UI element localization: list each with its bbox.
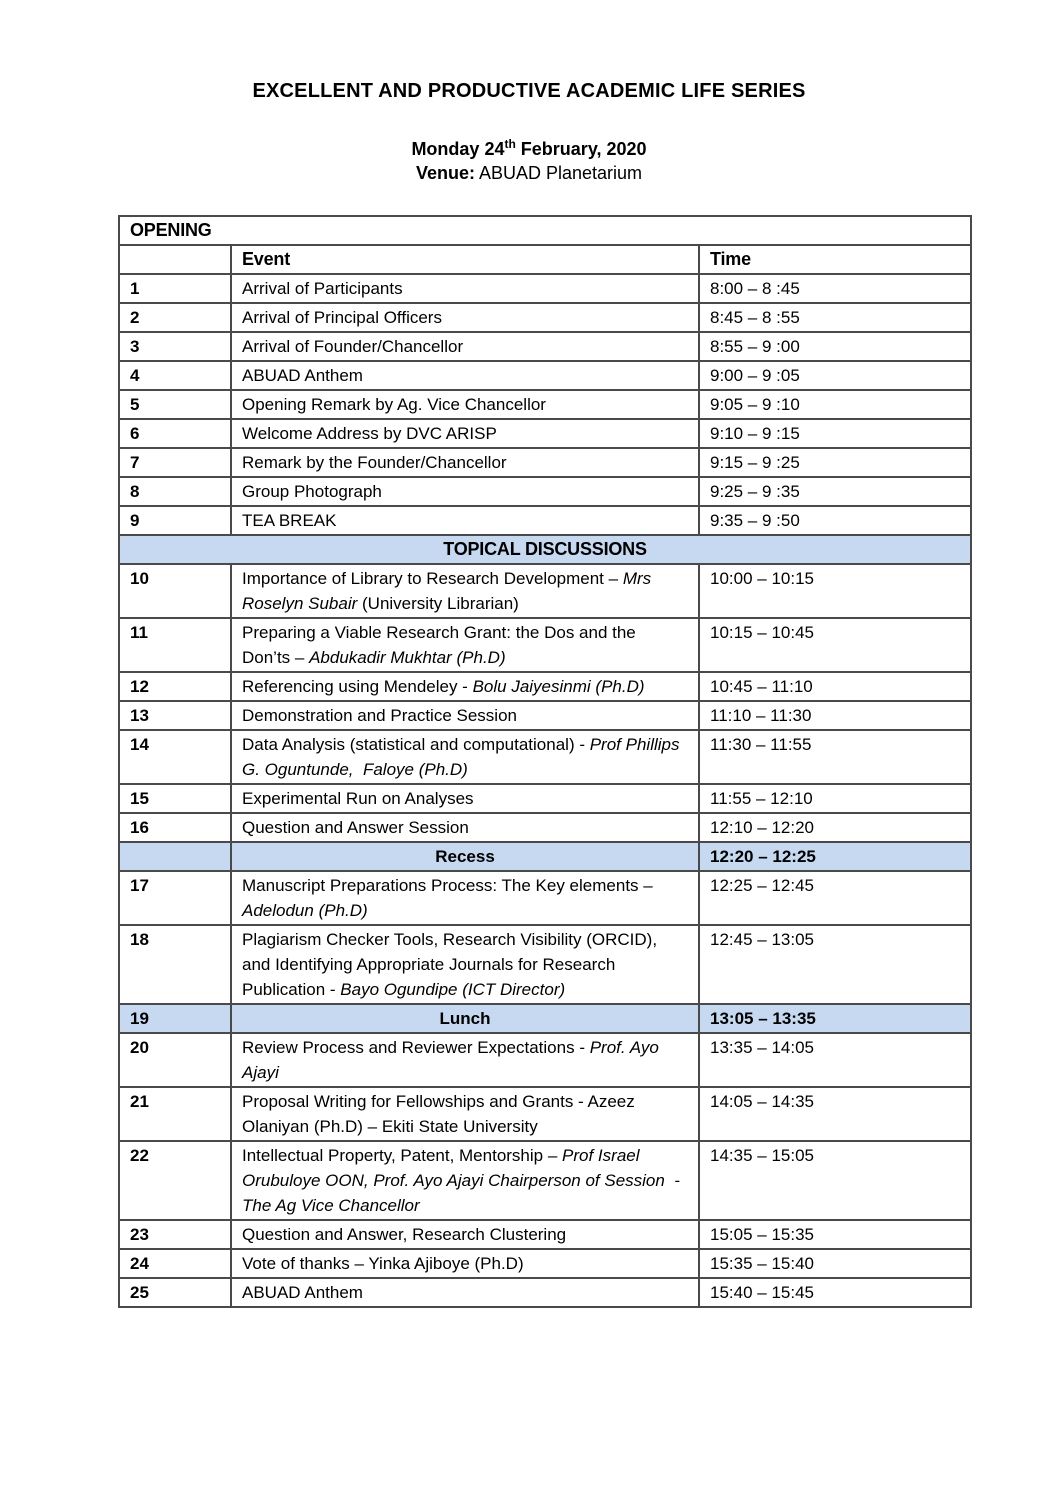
time-cell: 10:15 – 10:45 [699,618,971,672]
row-number-cell: 20 [119,1033,231,1087]
table-row [119,448,971,477]
event-cell [231,925,699,1004]
table-row [119,618,971,672]
time-cell: 15:05 – 15:35 [699,1220,971,1249]
event-cell [231,1141,699,1220]
event-cell [231,1278,699,1307]
row-number-cell: 9 [119,506,231,535]
table-row [119,564,971,618]
time-cell: 12:20 – 12:25 [699,842,971,871]
table-row [119,535,971,564]
event-text: (University Librarian) [357,594,519,613]
schedule-table-body [119,216,971,1307]
table-row [119,303,971,332]
table-row [119,216,971,245]
table-row [119,672,971,701]
event-cell [231,506,699,535]
event-cell [231,730,699,784]
event-cell: Lunch [231,1004,699,1033]
table-row [119,361,971,390]
row-number-cell: 4 [119,361,231,390]
time-cell: 9:05 – 9 :10 [699,390,971,419]
event-speaker: Prof. Ayo Ajayi [242,1038,663,1082]
event-cell [231,361,699,390]
table-row [119,1087,971,1141]
event-text: Experimental Run on Analyses [242,789,474,808]
event-speaker: Abdukadir Mukhtar (Ph.D) [309,648,506,667]
column-header-event: Event [231,245,699,274]
table-row [119,871,971,925]
table-row [119,813,971,842]
event-text: TEA BREAK [242,511,337,530]
event-text: Question and Answer Session [242,818,469,837]
event-date-prefix: Monday 24 [411,139,505,159]
time-cell: 12:25 – 12:45 [699,871,971,925]
event-cell [231,701,699,730]
event-cell: Recess [231,842,699,871]
event-text: Arrival of Founder/Chancellor [242,337,464,356]
row-number-cell: 13 [119,701,231,730]
row-number-cell: 18 [119,925,231,1004]
row-number-cell: 3 [119,332,231,361]
row-number-cell: 1 [119,274,231,303]
table-row [119,925,971,1004]
event-cell [231,564,699,618]
table-row [119,419,971,448]
table-row [119,784,971,813]
event-speaker: Adelodun (Ph.D) [242,901,368,920]
row-number-cell: 21 [119,1087,231,1141]
row-number-cell: 11 [119,618,231,672]
event-cell [231,274,699,303]
time-cell: 12:10 – 12:20 [699,813,971,842]
event-text: Remark by the Founder/Chancellor [242,453,507,472]
time-cell: 8:45 – 8 :55 [699,303,971,332]
table-row [119,332,971,361]
event-text: Arrival of Participants [242,279,403,298]
column-header-time: Time [699,245,971,274]
event-cell [231,477,699,506]
event-speaker: Prof Phillips G. Oguntunde, Faloye (Ph.D) [242,735,685,779]
table-row [119,1141,971,1220]
section-header-cell: OPENING [119,216,971,245]
event-cell [231,1087,699,1141]
event-cell [231,332,699,361]
row-number-cell: 16 [119,813,231,842]
row-number-cell: 25 [119,1278,231,1307]
event-cell [231,871,699,925]
event-text: Plagiarism Checker Tools, Research Visibility (ORCID), and Identifying Appropriate Journals for Research Publication - [242,930,662,999]
document-title: EXCELLENT AND PRODUCTIVE ACADEMIC LIFE SERIES [252,80,806,102]
table-row [119,274,971,303]
event-speaker: Prof Israel Orubuloye OON, Prof. Ayo Ajayi Chairperson of Session - The Ag Vice Chancellor [242,1146,685,1215]
time-cell: 13:35 – 14:05 [699,1033,971,1087]
time-cell: 14:05 – 14:35 [699,1087,971,1141]
row-number-cell: 5 [119,390,231,419]
event-cell [231,813,699,842]
time-cell: 9:35 – 9 :50 [699,506,971,535]
time-cell: 9:15 – 9 :25 [699,448,971,477]
event-text: Referencing using Mendeley - [242,677,473,696]
event-text: Question and Answer, Research Clustering [242,1225,567,1244]
row-number-cell: 10 [119,564,231,618]
event-cell [231,448,699,477]
row-number-cell: 6 [119,419,231,448]
event-text: Importance of Library to Research Development – [242,569,623,588]
event-venue [0,163,1058,184]
event-cell [231,390,699,419]
event-text: Demonstration and Practice Session [242,706,517,725]
event-cell [231,672,699,701]
row-number-cell: 19 [119,1004,231,1033]
time-cell: 9:00 – 9 :05 [699,361,971,390]
table-row [119,506,971,535]
event-text: Vote of thanks – Yinka Ajiboye (Ph.D) [242,1254,524,1273]
row-number-cell: 23 [119,1220,231,1249]
column-header-empty [119,245,231,274]
row-number-cell: 22 [119,1141,231,1220]
event-venue-value: ABUAD Planetarium [474,163,643,183]
event-text: Group Photograph [242,482,382,501]
event-text: Data Analysis (statistical and computational) - [242,735,590,754]
event-cell [231,784,699,813]
time-cell: 9:25 – 9 :35 [699,477,971,506]
time-cell: 11:10 – 11:30 [699,701,971,730]
event-venue-label: Venue: [415,163,475,183]
event-cell [231,1220,699,1249]
event-cell [231,1033,699,1087]
event-cell [231,303,699,332]
row-number-cell: 8 [119,477,231,506]
time-cell: 11:30 – 11:55 [699,730,971,784]
event-text: Welcome Address by DVC ARISP [242,424,497,443]
event-date-suffix: February, 2020 [515,139,647,159]
row-number-cell: 12 [119,672,231,701]
table-row [119,245,971,274]
time-cell: 10:45 – 11:10 [699,672,971,701]
row-number-cell: 2 [119,303,231,332]
table-row [119,1249,971,1278]
time-cell: 12:45 – 13:05 [699,925,971,1004]
event-text: Arrival of Principal Officers [242,308,442,327]
row-number-cell: 15 [119,784,231,813]
row-number-cell: 24 [119,1249,231,1278]
event-text: Manuscript Preparations Process: The Key elements – [242,876,658,895]
time-cell: 9:10 – 9 :15 [699,419,971,448]
time-cell: 8:55 – 9 :00 [699,332,971,361]
time-cell: 10:00 – 10:15 [699,564,971,618]
time-cell: 14:35 – 15:05 [699,1141,971,1220]
event-date [0,137,1058,160]
banner-cell: TOPICAL DISCUSSIONS [119,535,971,564]
table-row [119,701,971,730]
row-number-cell [119,842,231,871]
table-row [119,1278,971,1307]
row-number-cell: 7 [119,448,231,477]
table-row [119,1033,971,1087]
event-cell [231,618,699,672]
event-speaker: Bayo Ogundipe (ICT Director) [340,980,566,999]
event-cell [231,1249,699,1278]
row-number-cell: 17 [119,871,231,925]
event-text: ABUAD Anthem [242,1283,363,1302]
event-text: Proposal Writing for Fellowships and Grants - Azeez Olaniyan (Ph.D) – Ekiti State University [242,1092,640,1136]
table-row [119,730,971,784]
event-date-ordinal: th [504,137,516,151]
time-cell: 13:05 – 13:35 [699,1004,971,1033]
event-speaker: Bolu Jaiyesinmi (Ph.D) [472,677,645,696]
event-text: ABUAD Anthem [242,366,363,385]
table-row [119,842,971,871]
table-row [119,390,971,419]
event-text: Review Process and Reviewer Expectations - [242,1038,590,1057]
event-text: Opening Remark by Ag. Vice Chancellor [242,395,546,414]
event-text: Preparing a Viable Research Grant: the Dos and the Don’ts – [242,623,641,667]
time-cell: 8:00 – 8 :45 [699,274,971,303]
time-cell: 11:55 – 12:10 [699,784,971,813]
event-speaker: Mrs Roselyn Subair [242,569,656,613]
time-cell: 15:40 – 15:45 [699,1278,971,1307]
schedule-table [118,215,972,1308]
event-cell [231,419,699,448]
table-row [119,1004,971,1033]
time-cell: 15:35 – 15:40 [699,1249,971,1278]
table-row [119,477,971,506]
event-text: Intellectual Property, Patent, Mentorship – [242,1146,563,1165]
table-row [119,1220,971,1249]
row-number-cell: 14 [119,730,231,784]
